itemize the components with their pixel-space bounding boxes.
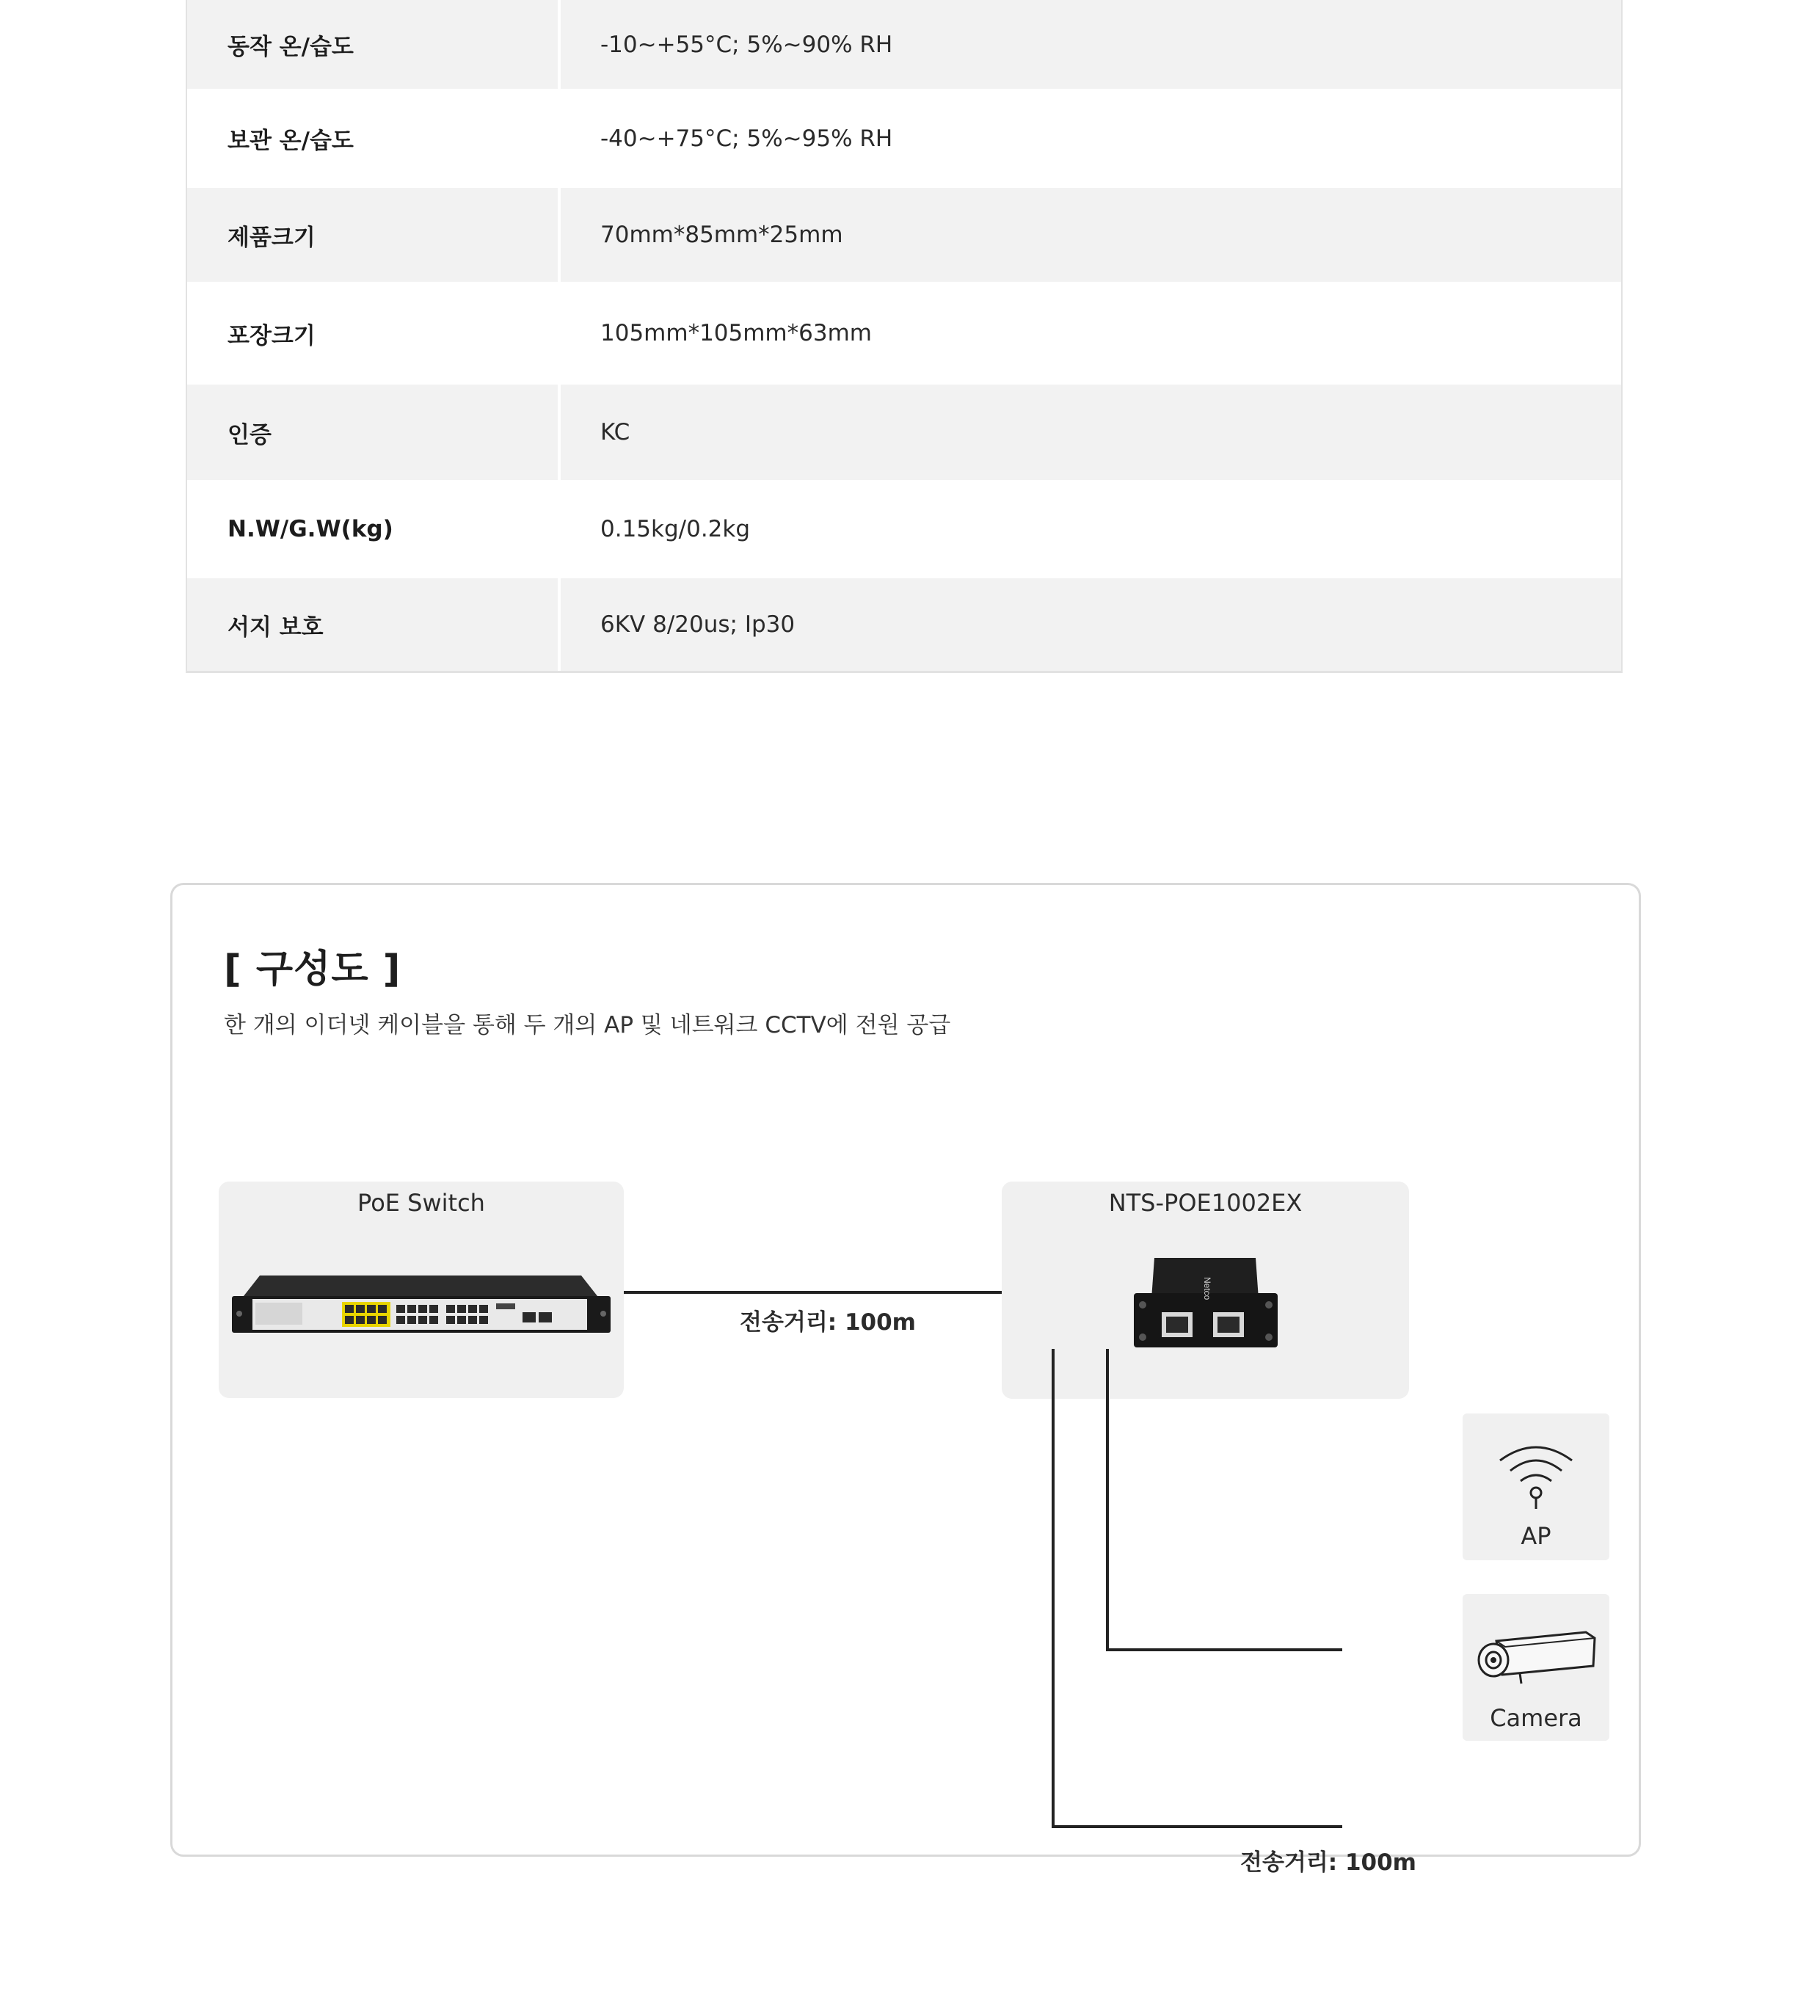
spec-value: -40~+75°C; 5%~95% RH (600, 125, 893, 152)
camera-box (1463, 1594, 1609, 1741)
spec-label: 동작 온/습도 (187, 0, 561, 89)
poe-switch-icon (230, 1270, 612, 1336)
svg-text:Netco: Netco (1202, 1277, 1212, 1300)
spec-row-operating-temp (187, 0, 1621, 89)
cable-injector-to-ap-vertical (1106, 1349, 1109, 1651)
injector-label: NTS-POE1002EX (1108, 1189, 1303, 1217)
cctv-camera-icon (1476, 1631, 1598, 1689)
wifi-icon (1496, 1441, 1576, 1512)
spec-label: 인증 (187, 385, 561, 480)
spec-label: 서지 보호 (187, 578, 561, 671)
spec-value: 105mm*105mm*63mm (600, 320, 872, 346)
spec-value: 6KV 8/20us; Ip30 (600, 611, 796, 638)
poe-extender-icon (1132, 1255, 1279, 1350)
spec-row-product-size (187, 188, 1621, 282)
spec-value: KC (600, 419, 630, 445)
spec-row-package-size (187, 282, 1621, 385)
config-title: [ 구성도 ] (224, 947, 401, 991)
spec-row-storage-temp (187, 89, 1621, 188)
spec-value: -10~+55°C; 5%~90% RH (600, 31, 893, 58)
config-description: 한 개의 이더넷 케이블을 통해 두 개의 AP 및 네트워크 CCTV에 전원 공급 (224, 1012, 951, 1038)
distance-label-1: 전송거리: 100m (740, 1309, 916, 1336)
spec-row-surge-protection (187, 578, 1621, 671)
spec-label: 제품크기 (187, 188, 561, 282)
spec-label: N.W/G.W(kg) (187, 480, 561, 578)
cable-injector-to-camera-horizontal (1052, 1825, 1342, 1828)
spec-table (186, 0, 1623, 673)
spec-value: 0.15kg/0.2kg (600, 516, 751, 542)
injector-box (1002, 1182, 1409, 1399)
spec-label: 보관 온/습도 (187, 89, 561, 188)
spec-row-certification (187, 385, 1621, 480)
cable-switch-to-injector (624, 1291, 1027, 1294)
cable-injector-to-camera-vertical (1052, 1349, 1055, 1828)
spec-value: 70mm*85mm*25mm (600, 222, 843, 248)
distance-label-2: 전송거리: 100m (1240, 1849, 1416, 1876)
ap-label: AP (1521, 1522, 1551, 1550)
config-diagram-panel (170, 883, 1641, 1876)
ap-box (1463, 1413, 1609, 1560)
spec-row-weight (187, 480, 1621, 578)
spec-label: 포장크기 (187, 282, 561, 385)
cable-injector-to-ap-horizontal (1106, 1648, 1342, 1651)
poe-switch-box (219, 1182, 624, 1398)
camera-label: Camera (1490, 1704, 1582, 1732)
poe-switch-label: PoE Switch (357, 1189, 485, 1217)
